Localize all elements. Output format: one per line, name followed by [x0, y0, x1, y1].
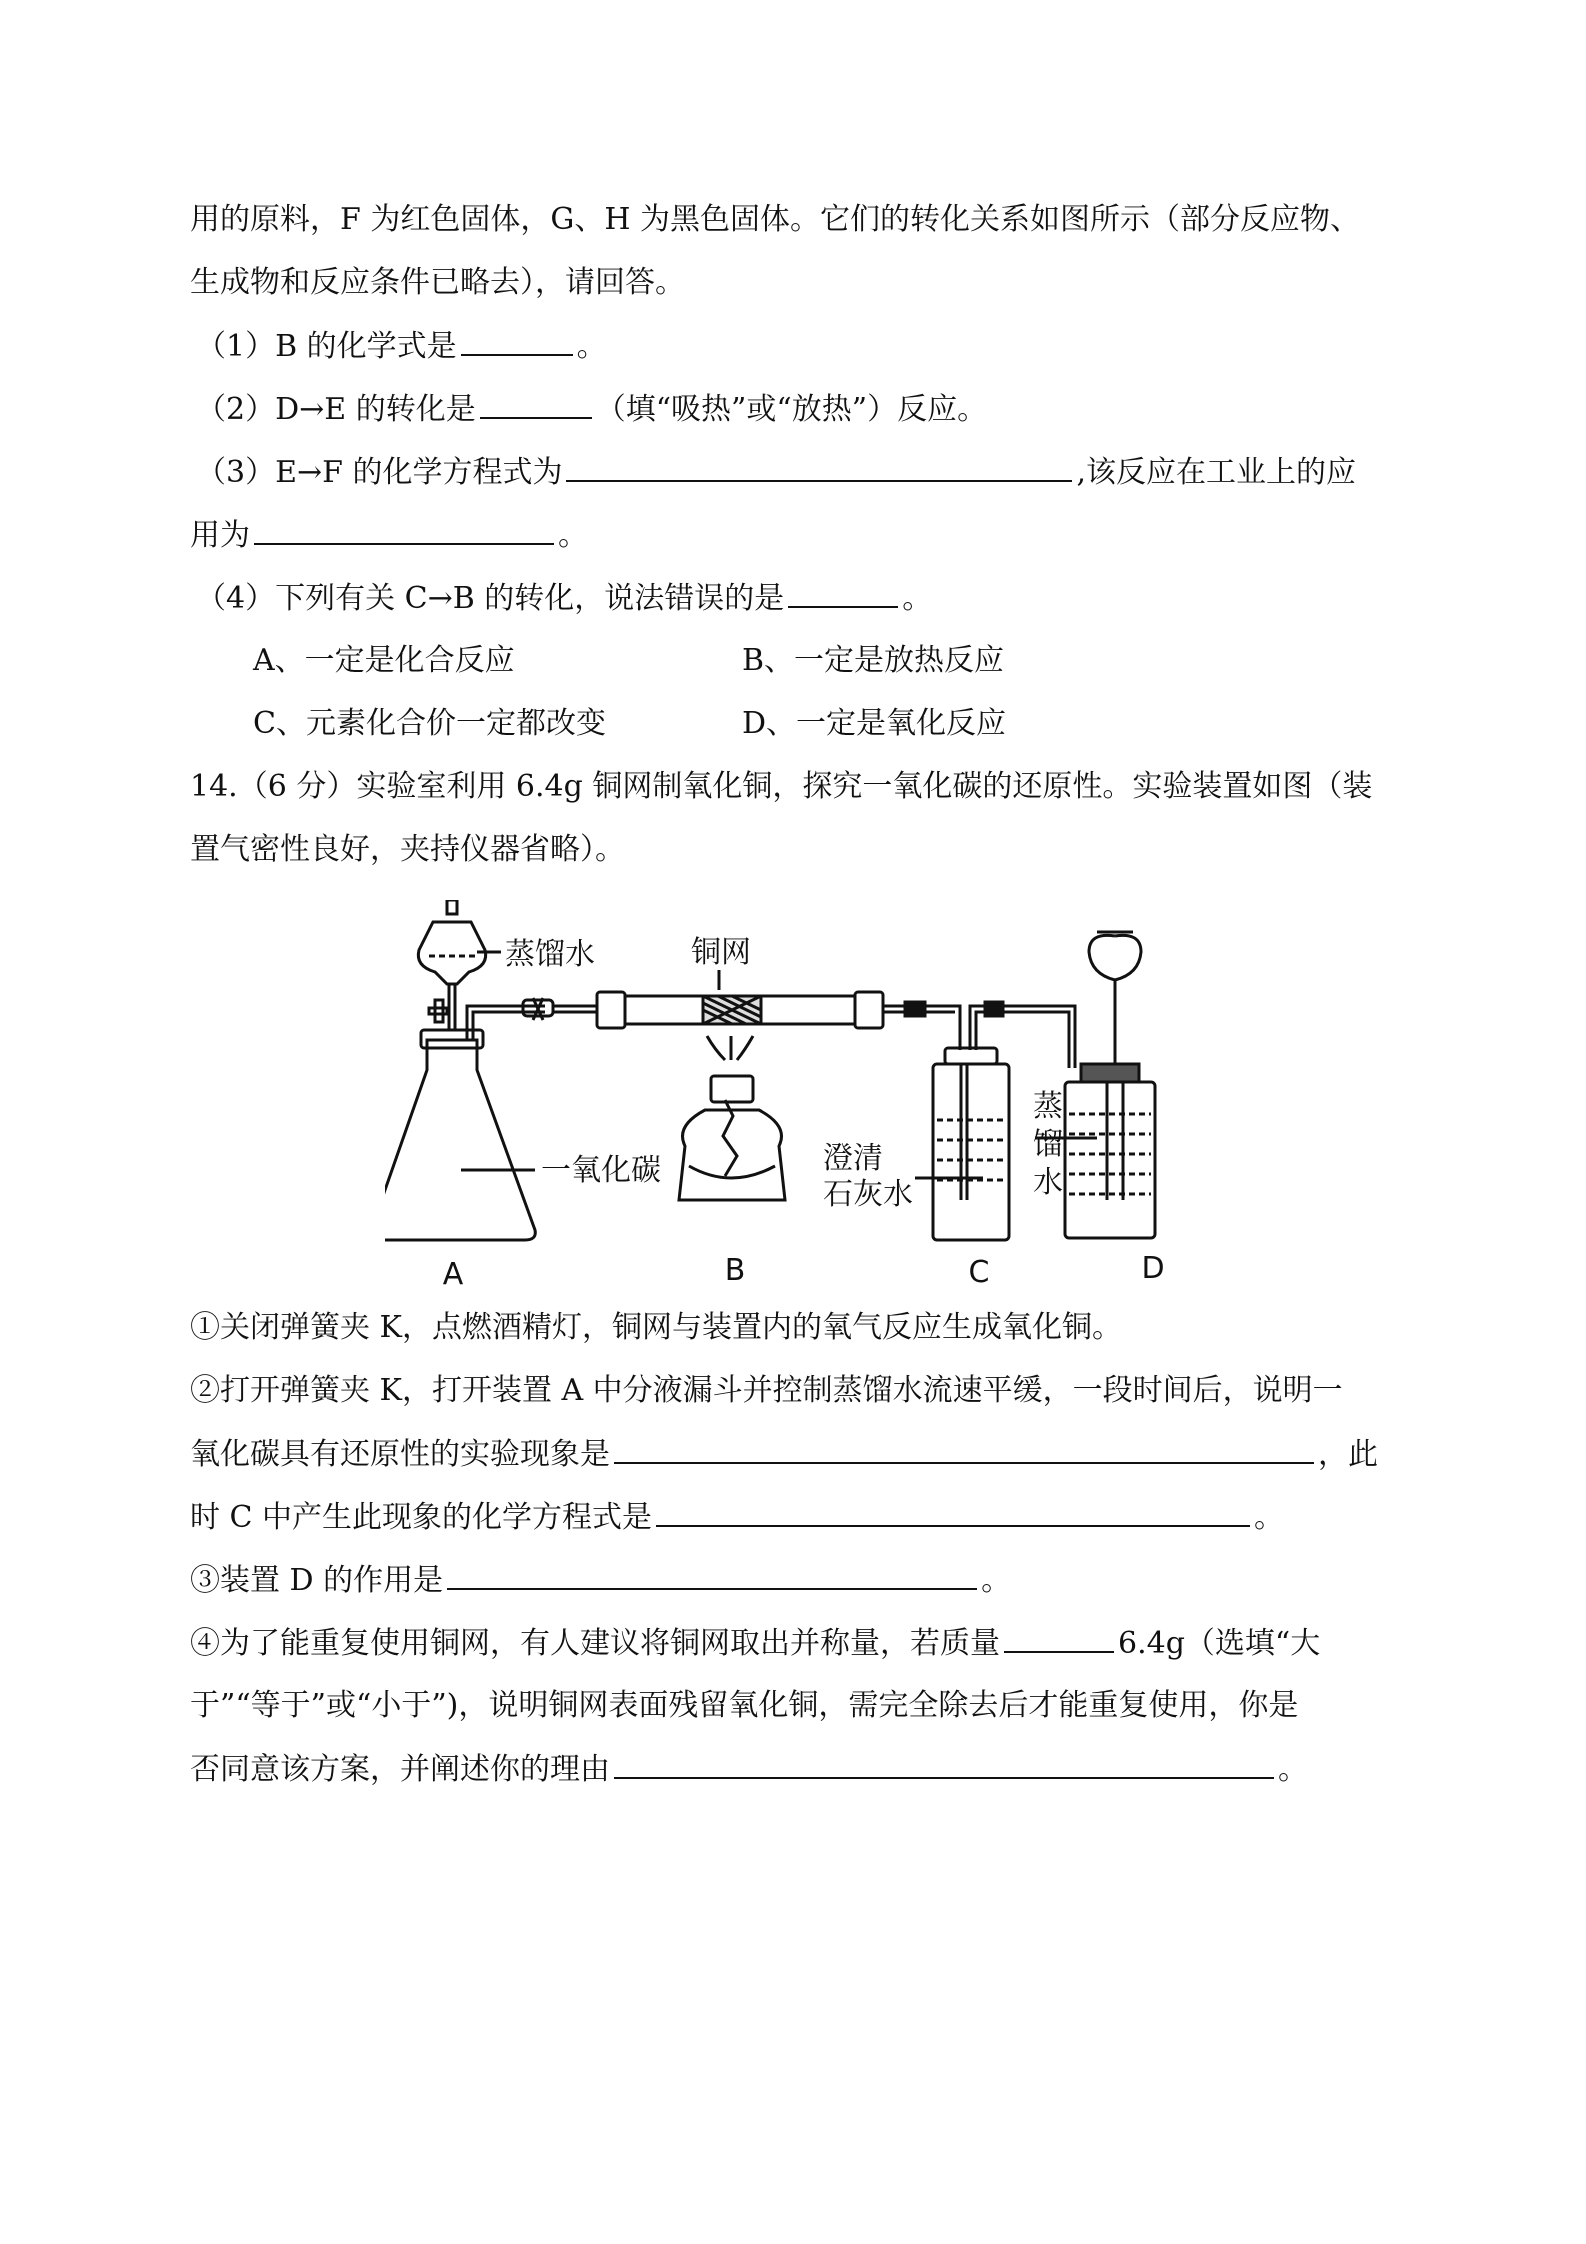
- answer-blank[interactable]: [788, 578, 898, 608]
- q14-step-4-end: 。: [1278, 1752, 1308, 1787]
- label-copper-mesh: 铜网: [691, 935, 751, 970]
- q14-step-4-line-1: [190, 1623, 1320, 1664]
- conical-flask: [385, 1006, 545, 1240]
- label-water-d-1: 蒸: [1033, 1089, 1063, 1124]
- q13-part2-end: （填“吸热”或“放热”）反应。: [595, 392, 988, 427]
- q13-part4-text: （4）下列有关 C→B 的转化，说法错误的是: [196, 581, 785, 616]
- q14-step-2-line-3: [190, 1497, 1284, 1538]
- answer-blank[interactable]: [614, 1434, 1314, 1464]
- option-c[interactable]: C、元素化合价一定都改变: [253, 706, 606, 741]
- combustion-tube: [553, 992, 945, 1028]
- option-b[interactable]: B、一定是放热反应: [742, 643, 1005, 678]
- option-d[interactable]: D、一定是氧化反应: [742, 706, 1007, 741]
- option-a[interactable]: A、一定是化合反应: [253, 643, 515, 678]
- q13-part3-use: 用为: [190, 518, 250, 553]
- q14-stem-2: 置气密性良好，夹持仪器省略）。: [190, 832, 625, 867]
- q13-part4: [196, 578, 932, 619]
- label-d: D: [1141, 1251, 1165, 1286]
- q13-part2: [196, 389, 987, 430]
- apparatus-figure: [385, 900, 1185, 1290]
- q14-step-2-equation-text: 时 C 中产生此现象的化学方程式是: [190, 1500, 653, 1535]
- answer-blank[interactable]: [480, 389, 592, 419]
- q13-part3-end: 。: [558, 518, 588, 553]
- q13-part1: [196, 326, 607, 367]
- q14-step-2-end: 。: [1254, 1500, 1285, 1535]
- q13-part3-cont: [190, 515, 588, 556]
- q14-step-2-text: 氧化碳具有还原性的实验现象是: [190, 1437, 610, 1472]
- spring-clamp: [523, 998, 553, 1020]
- q13-part4-end: 。: [902, 581, 933, 616]
- intro-line-2: 生成物和反应条件已略去），请回答。: [190, 265, 685, 300]
- answer-blank[interactable]: [1004, 1623, 1114, 1653]
- q13-part2-text: （2）D→E 的转化是: [196, 392, 476, 427]
- q13-part3-text: （3）E→F 的化学方程式为: [196, 455, 563, 490]
- q14-step-2-line-1: ②打开弹簧夹 K，打开装置 A 中分液漏斗并控制蒸馏水流速平缓，一段时间后，说明一: [190, 1373, 1343, 1408]
- label-c: C: [968, 1255, 990, 1290]
- q14-step-2-line-2: [190, 1434, 1378, 1475]
- q13-part1-end: 。: [576, 329, 607, 364]
- answer-blank[interactable]: [447, 1560, 977, 1590]
- label-distilled-water: 蒸馏水: [505, 937, 595, 972]
- q13-part3-tail: ,该反应在工业上的应: [1076, 455, 1357, 490]
- label-water-d-3: 水: [1033, 1165, 1063, 1200]
- alcohol-burner: [679, 1036, 785, 1200]
- answer-blank[interactable]: [461, 326, 573, 356]
- q14-step-3: [190, 1560, 1011, 1601]
- q14-step-4-reason-text: 否同意该方案，并阐述你的理由: [190, 1752, 610, 1787]
- q14-step-4-text: ④为了能重复使用铜网，有人建议将铜网取出并称量，若质量: [190, 1626, 1000, 1661]
- limewater-bottle: [933, 1006, 1035, 1240]
- label-limewater-1: 澄清: [823, 1141, 883, 1176]
- label-limewater-2: 石灰水: [823, 1177, 913, 1212]
- intro-line-1: 用的原料，F 为红色固体，G、H 为黑色固体。它们的转化关系如图所示（部分反应物、: [190, 202, 1361, 237]
- answer-blank[interactable]: [254, 515, 554, 545]
- q14-step-4-tail: 6.4g（选填“大: [1118, 1626, 1321, 1661]
- q14-step-4-line-2: 于”“等于”或“小于”)，说明铜网表面残留氧化铜，需完全除去后才能重复使用，你是: [190, 1688, 1299, 1723]
- q13-part1-text: （1）B 的化学式是: [196, 329, 457, 364]
- answer-blank[interactable]: [656, 1497, 1250, 1527]
- q14-step-3-end: 。: [981, 1563, 1012, 1598]
- q14-step-1: ①关闭弹簧夹 K，点燃酒精灯，铜网与装置内的氧气反应生成氧化铜。: [190, 1310, 1122, 1345]
- label-b: B: [724, 1253, 746, 1288]
- label-carbon-monoxide: 一氧化碳: [541, 1153, 661, 1188]
- q14-step-4-line-3: [190, 1749, 1308, 1790]
- label-a: A: [442, 1257, 464, 1290]
- label-water-d-2: 馏: [1033, 1127, 1063, 1162]
- answer-blank[interactable]: [566, 452, 1072, 482]
- q14-stem-1: 14.（6 分）实验室利用 6.4g 铜网制氧化铜，探究一氧化碳的还原性。实验装置如图（装: [190, 769, 1373, 804]
- q14-step-2-tail: ，此: [1318, 1437, 1378, 1472]
- q13-part3: [196, 452, 1356, 493]
- answer-blank[interactable]: [614, 1749, 1274, 1779]
- q14-step-3-text: ③装置 D 的作用是: [190, 1563, 444, 1598]
